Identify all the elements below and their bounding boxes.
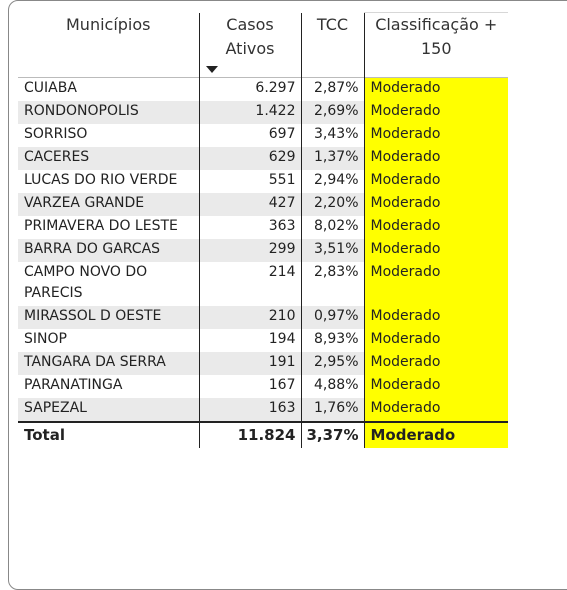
cell-tcc: 2,95% bbox=[301, 352, 364, 375]
cell-casos-ativos: 214 bbox=[199, 262, 301, 306]
cell-municipio: SAPEZAL bbox=[18, 398, 199, 422]
cell-classificacao: Moderado bbox=[364, 124, 508, 147]
cell-tcc: 1,76% bbox=[301, 398, 364, 422]
table-row bbox=[18, 375, 508, 398]
cell-casos-ativos: 427 bbox=[199, 193, 301, 216]
total-tcc: 3,37% bbox=[301, 422, 364, 448]
cell-municipio: BARRA DO GARCAS bbox=[18, 239, 199, 262]
table-row bbox=[18, 78, 508, 102]
cell-classificacao: Moderado bbox=[364, 193, 508, 216]
table-row bbox=[18, 306, 508, 329]
column-header-casos-ativos-label: Casos Ativos bbox=[225, 14, 275, 58]
cell-classificacao: Moderado bbox=[364, 101, 508, 124]
table-row bbox=[18, 329, 508, 352]
cell-classificacao: Moderado bbox=[364, 352, 508, 375]
cell-casos-ativos: 299 bbox=[199, 239, 301, 262]
cell-casos-ativos: 191 bbox=[199, 352, 301, 375]
cell-tcc: 8,93% bbox=[301, 329, 364, 352]
table-row bbox=[18, 262, 508, 306]
cell-tcc: 2,83% bbox=[301, 262, 364, 306]
total-label: Total bbox=[18, 422, 199, 448]
total-classificacao: Moderado bbox=[364, 422, 508, 448]
cell-casos-ativos: 697 bbox=[199, 124, 301, 147]
table-row bbox=[18, 124, 508, 147]
cell-classificacao: Moderado bbox=[364, 147, 508, 170]
column-header-tcc[interactable]: TCC bbox=[301, 13, 364, 78]
cell-tcc: 2,94% bbox=[301, 170, 364, 193]
municipios-table bbox=[18, 12, 508, 448]
cell-casos-ativos: 629 bbox=[199, 147, 301, 170]
cell-municipio: CACERES bbox=[18, 147, 199, 170]
cell-tcc: 4,88% bbox=[301, 375, 364, 398]
cell-municipio: PRIMAVERA DO LESTE bbox=[24, 218, 178, 234]
cell-tcc: 8,02% bbox=[301, 216, 364, 239]
cell-classificacao: Moderado bbox=[364, 306, 508, 329]
table-row bbox=[18, 216, 508, 239]
cell-casos-ativos: 6.297 bbox=[199, 78, 301, 102]
table-row bbox=[18, 352, 508, 375]
header-row bbox=[18, 13, 508, 78]
cell-tcc: 2,87% bbox=[301, 78, 364, 102]
column-header-casos-ativos[interactable] bbox=[199, 13, 301, 78]
cell-municipio: RONDONOPOLIS bbox=[18, 101, 199, 124]
cell-classificacao: Moderado bbox=[364, 216, 508, 239]
cell-tcc: 0,97% bbox=[301, 306, 364, 329]
cell-casos-ativos: 1.422 bbox=[199, 101, 301, 124]
cell-municipio: LUCAS DO RIO VERDE bbox=[24, 172, 178, 188]
cell-municipio: SORRISO bbox=[24, 126, 88, 142]
cell-classificacao: Moderado bbox=[364, 170, 508, 193]
cell-classificacao: Moderado bbox=[364, 78, 508, 102]
cell-tcc: 3,43% bbox=[301, 124, 364, 147]
cell-municipio: MIRASSOL D OESTE bbox=[18, 306, 199, 329]
cell-classificacao: Moderado bbox=[364, 239, 508, 262]
cell-municipio: TANGARA DA SERRA bbox=[18, 352, 199, 375]
table-row bbox=[18, 170, 508, 193]
cell-municipio: VARZEA GRANDE bbox=[18, 193, 199, 216]
table-row bbox=[18, 193, 508, 216]
table-row bbox=[18, 147, 508, 170]
total-casos: 11.824 bbox=[199, 422, 301, 448]
cell-tcc: 2,69% bbox=[301, 101, 364, 124]
table-row bbox=[18, 398, 508, 422]
cell-tcc: 1,37% bbox=[301, 147, 364, 170]
cell-classificacao: Moderado bbox=[364, 375, 508, 398]
cell-casos-ativos: 167 bbox=[199, 375, 301, 398]
sort-down-icon[interactable] bbox=[206, 66, 218, 73]
cell-municipio: CAMPO NOVO DO PARECIS bbox=[24, 264, 148, 301]
cell-tcc: 3,51% bbox=[301, 239, 364, 262]
cell-classificacao: Moderado bbox=[364, 262, 508, 306]
cell-municipio: CUIABA bbox=[18, 78, 199, 102]
column-header-classificacao[interactable] bbox=[364, 13, 508, 78]
cell-classificacao: Moderado bbox=[364, 398, 508, 422]
table-row bbox=[18, 101, 508, 124]
total-row bbox=[18, 422, 508, 448]
cell-tcc: 2,20% bbox=[301, 193, 364, 216]
cell-casos-ativos: 363 bbox=[199, 216, 301, 239]
cell-casos-ativos: 551 bbox=[199, 170, 301, 193]
cell-classificacao: Moderado bbox=[364, 329, 508, 352]
cell-casos-ativos: 194 bbox=[199, 329, 301, 352]
cell-municipio: PARANATINGA bbox=[24, 377, 123, 393]
cell-casos-ativos: 210 bbox=[199, 306, 301, 329]
cell-casos-ativos: 163 bbox=[199, 398, 301, 422]
column-header-municipios[interactable]: Municípios bbox=[66, 14, 151, 34]
column-header-classificacao-label: Classificação + 150 bbox=[375, 15, 498, 58]
table-row bbox=[18, 239, 508, 262]
cell-municipio: SINOP bbox=[24, 331, 67, 347]
